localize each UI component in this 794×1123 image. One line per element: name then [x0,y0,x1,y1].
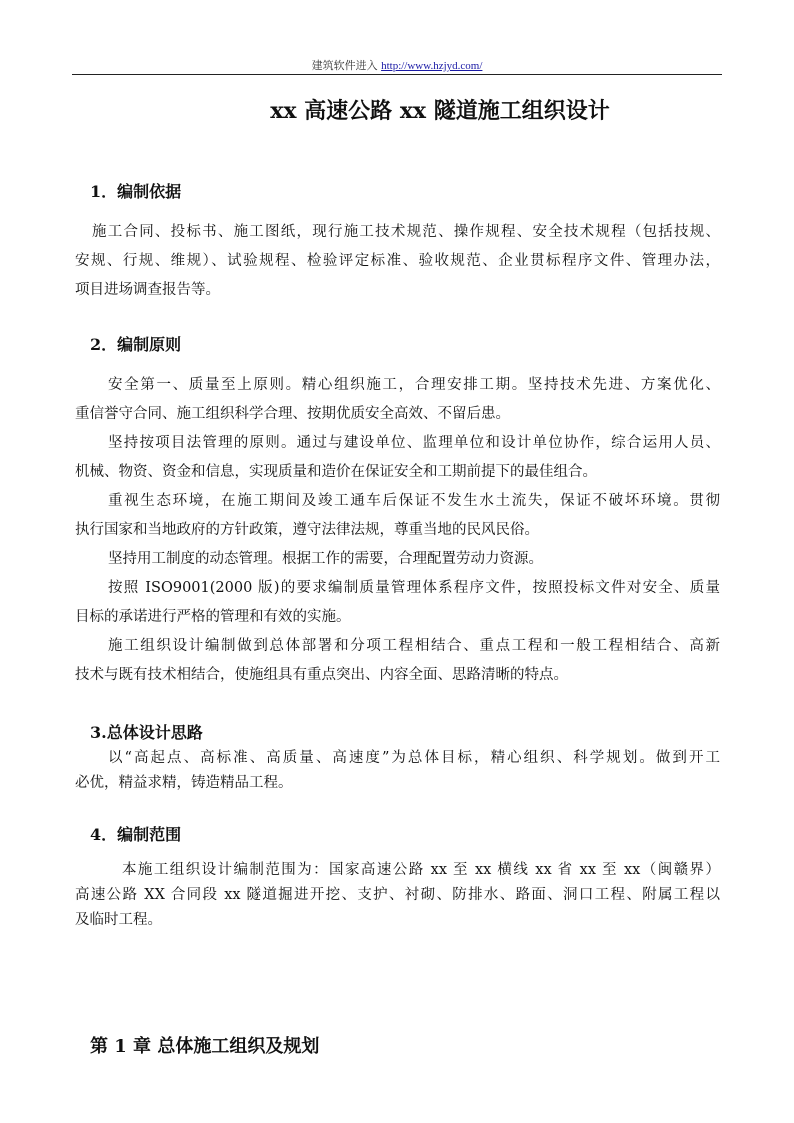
text-line: 技术与既有技术相结合，使施组具有重点突出、内容全面、思路清晰的特点。 [75,667,568,683]
text-line: 施工合同、投标书、施工图纸，现行施工技术规范、操作规程、安全技术规程（包括技规、 [92,224,720,240]
text-line: 本施工组织设计编制范围为：国家高速公路 xx 至 xx 横线 xx 省 xx 至 xx（闽赣界） [122,862,720,878]
chapter-heading: 第 1 章 总体施工组织及规划 [90,1036,320,1057]
header-link[interactable]: http://www.hzjyd.com/ [381,60,483,72]
section-2-body [75,371,720,690]
section-4-heading: 4．编制范围 [90,825,182,844]
section-1-heading: 1．编制依据 [90,182,182,201]
text-line: 坚持按项目法管理的原则。通过与建设单位、监理单位和设计单位协作，综合运用人员、 [108,435,720,451]
section-2-heading: 2．编制原则 [90,335,182,354]
section-4-body [75,858,720,933]
text-line: 项目进场调查报告等。 [75,282,220,298]
text-line: 重视生态环境，在施工期间及竣工通车后保证不发生水土流失，保证不破坏环境。贯彻 [108,493,720,509]
text-line: 安全第一、质量至上原则。精心组织施工，合理安排工期。坚持技术先进、方案优化、 [108,377,720,393]
text-line: 施工组织设计编制做到总体部署和分项工程相结合、重点工程和一般工程相结合、高新 [108,638,720,654]
section-3-heading: 3.总体设计思路 [90,723,203,742]
text-line: 安规、行规、维规）、试验规程、检验评定标准、验收规范、企业贯标程序文件、管理办法， [75,253,720,269]
header-rule [72,74,722,75]
section-3-body [75,746,720,796]
text-line: 以“高起点、高标准、高质量、高速度”为总体目标，精心组织、科学规划。做到开工 [108,750,720,766]
text-line: 执行国家和当地政府的方针政策，遵守法律法规，尊重当地的民风民俗。 [75,522,539,538]
text-line: 及临时工程。 [75,912,162,928]
text-line: 机械、物资、资金和信息，实现质量和造价在保证安全和工期前提下的最佳组合。 [75,464,597,480]
text-line: 重信誉守合同、施工组织科学合理、按期优质安全高效、不留后患。 [75,406,510,422]
section-1-body [75,218,720,305]
text-line: 高速公路 XX 合同段 xx 隧道掘进开挖、支护、衬砌、防排水、路面、洞口工程、附属工程以 [75,887,720,903]
page-header [0,57,794,73]
document-title: xx 高速公路 xx 隧道施工组织设计 [270,98,610,124]
text-line: 目标的承诺进行严格的管理和有效的实施。 [75,609,351,625]
text-line: 按照 ISO9001(2000 版)的要求编制质量管理体系程序文件，按照投标文件对安全、质量 [108,580,720,596]
text-line: 坚持用工制度的动态管理。根据工作的需要，合理配置劳动力资源。 [108,551,543,567]
text-line: 必优，精益求精，铸造精品工程。 [75,775,293,791]
header-text: 建筑软件进入 [311,59,378,72]
